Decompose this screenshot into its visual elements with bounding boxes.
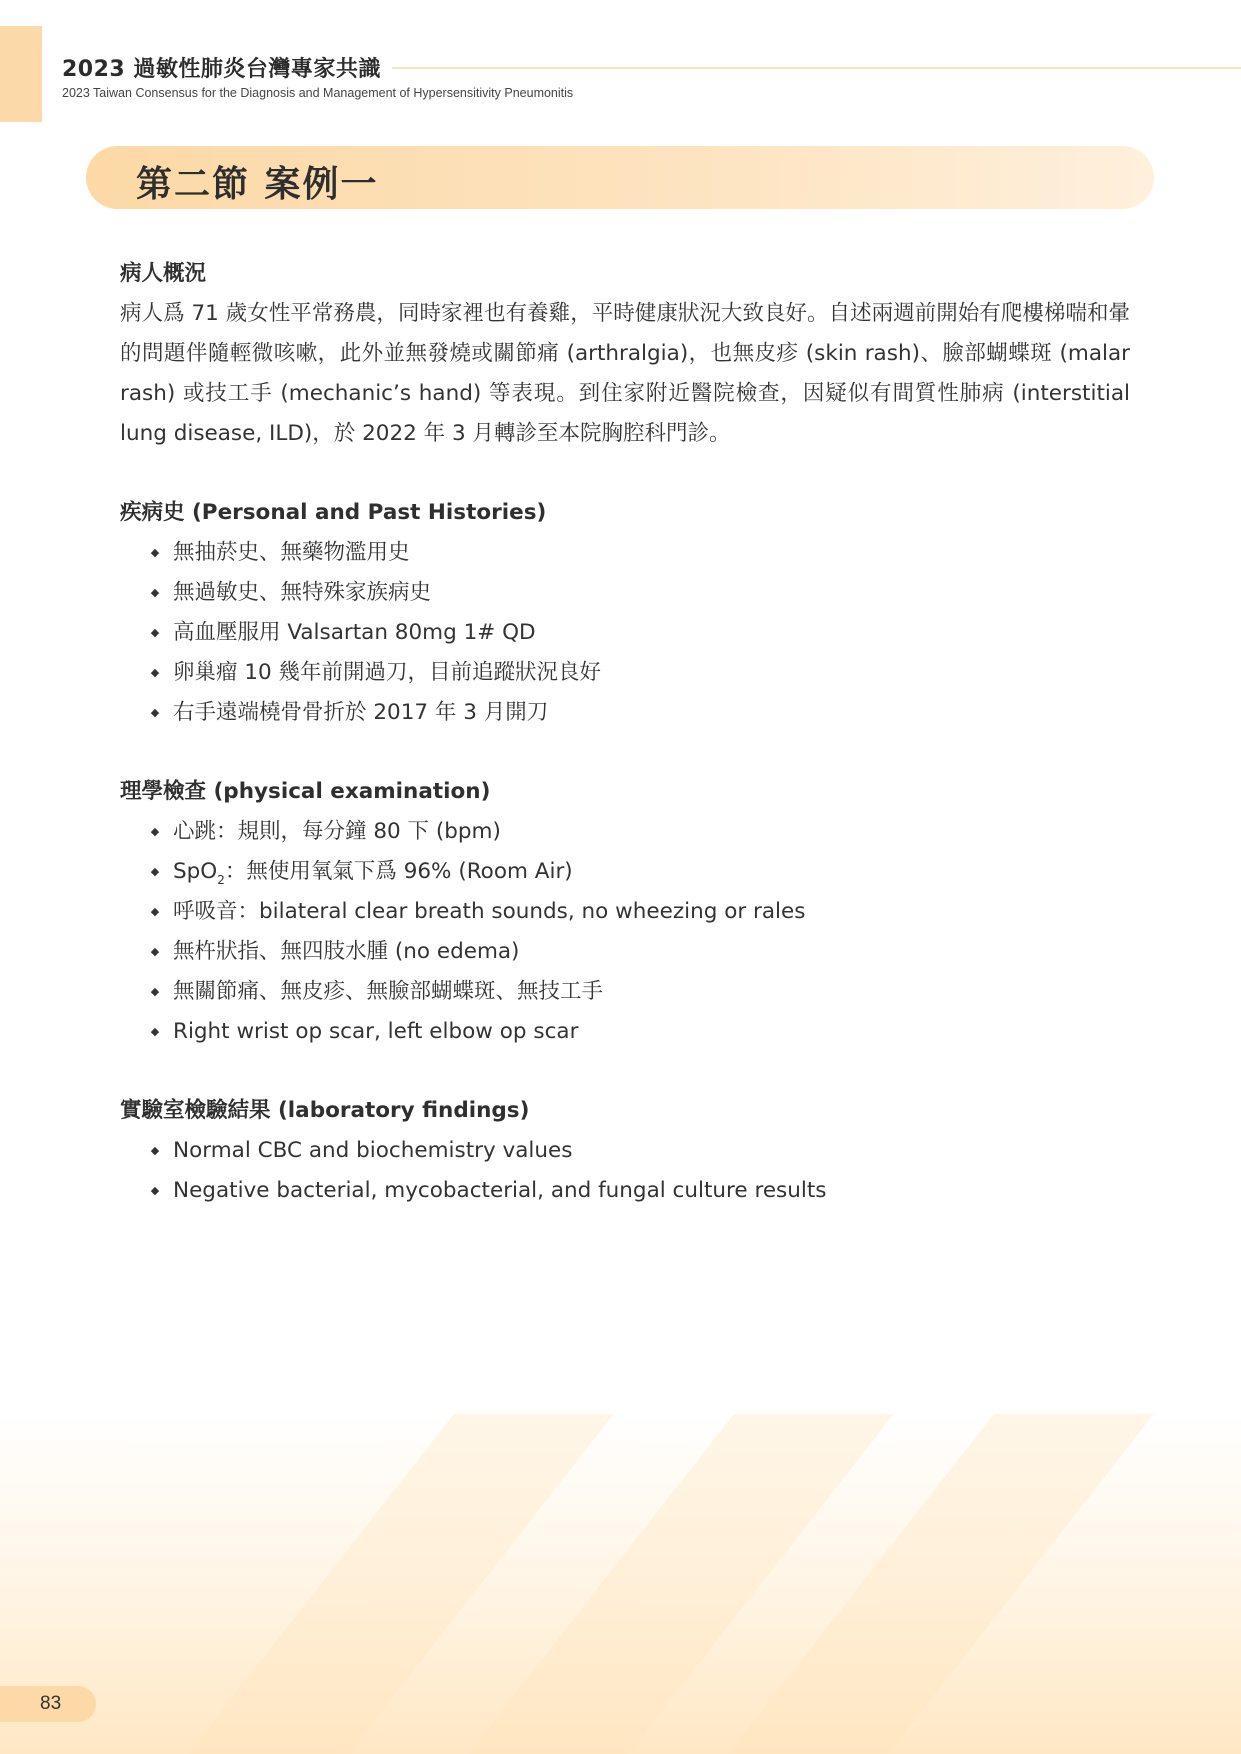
bullet-diamond-icon: ◆	[150, 666, 160, 679]
list-item-text: 高血壓服用 Valsartan 80mg 1# QD	[173, 620, 536, 645]
list-item	[120, 1012, 1130, 1052]
list-item-text: 無過敏史、無特殊家族病史	[173, 580, 432, 605]
history-list	[120, 533, 1130, 733]
list-item	[120, 892, 1130, 932]
list-item-text: 無杵狀指、無四肢水腫 (no edema)	[173, 939, 520, 964]
header-divider-line	[392, 67, 1241, 69]
bullet-diamond-icon: ◆	[150, 1144, 160, 1157]
list-item-text: 呼吸音：bilateral clear breath sounds, no wheezing or rales	[173, 899, 806, 924]
running-header-subtitle: 2023 Taiwan Consensus for the Diagnosis and Management of Hypersensitivity Pneumonitis	[62, 86, 574, 100]
list-item	[120, 613, 1130, 653]
list-item-text: 卵巢瘤 10 幾年前開過刀，目前追蹤狀況良好	[173, 660, 602, 685]
list-item	[120, 812, 1130, 852]
bullet-diamond-icon: ◆	[150, 1025, 160, 1038]
list-item-text: 右手遠端橈骨骨折於 2017 年 3 月開刀	[173, 700, 549, 725]
list-item	[120, 693, 1130, 733]
list-item	[120, 653, 1130, 693]
list-item	[120, 932, 1130, 972]
spo2-text: ：無使用氧氣下爲 96% (Room Air)	[224, 859, 573, 884]
list-item-text: 心跳：規則，每分鐘 80 下 (bpm)	[173, 819, 501, 844]
list-item-text: Right wrist op scar, left elbow op scar	[173, 1019, 579, 1044]
overview-paragraph: 病人爲 71 歲女性平常務農，同時家裡也有養雞，平時健康狀況大致良好。自述兩週前開始有爬樓梯喘和暈的問題伴隨輕微咳嗽，此外並無發燒或關節痛 (arthralgia)，也無皮疹 (skin rash)、臉部蝴蝶斑 (malar rash) 或技工手 (mechanic’s hand) 等表現。到住家附近醫院檢查，因疑似有間質性肺病 (interstitial lung disease, ILD)，於 2022 年 3 月轉診至本院胸腔科門診。	[120, 301, 1130, 446]
section-title-banner	[86, 146, 1154, 209]
lab-findings-list	[120, 1131, 1130, 1211]
overview-section	[120, 254, 1130, 454]
bullet-diamond-icon: ◆	[150, 1184, 160, 1197]
page-number-tab	[0, 1686, 96, 1722]
spo2-label: SpO	[173, 859, 218, 884]
section-title: 第二節 案例一	[136, 164, 379, 205]
list-item	[120, 1131, 1130, 1171]
page-content	[120, 254, 1130, 1250]
list-item	[120, 852, 1130, 892]
bullet-diamond-icon: ◆	[150, 546, 160, 559]
spo2-subscript: 2	[217, 873, 225, 887]
physical-exam-list	[120, 812, 1130, 1052]
bullet-diamond-icon: ◆	[150, 985, 160, 998]
list-item-text: Negative bacterial, mycobacterial, and fungal culture results	[173, 1178, 827, 1203]
physical-exam-section	[120, 772, 1130, 1052]
page-number: 83	[40, 1693, 62, 1714]
bullet-diamond-icon: ◆	[150, 865, 160, 878]
bottom-decorative-background	[0, 1414, 1241, 1754]
list-item	[120, 573, 1130, 613]
history-section	[120, 493, 1130, 733]
history-heading: 疾病史 (Personal and Past Histories)	[120, 500, 547, 525]
bullet-diamond-icon: ◆	[150, 626, 160, 639]
bullet-diamond-icon: ◆	[150, 706, 160, 719]
list-item	[120, 972, 1130, 1012]
list-item-text: Normal CBC and biochemistry values	[173, 1138, 573, 1163]
list-item-text: 無關節痛、無皮疹、無臉部蝴蝶斑、無技工手	[173, 979, 604, 1004]
bullet-diamond-icon: ◆	[150, 945, 160, 958]
running-header-title: 2023 過敏性肺炎台灣專家共識	[62, 57, 381, 82]
overview-heading: 病人概況	[120, 261, 207, 286]
list-item-text: 無抽菸史、無藥物濫用史	[173, 540, 410, 565]
bullet-diamond-icon: ◆	[150, 825, 160, 838]
bullet-diamond-icon: ◆	[150, 905, 160, 918]
list-item	[120, 533, 1130, 573]
lab-findings-heading: 實驗室檢驗結果 (laboratory findings)	[120, 1098, 530, 1123]
list-item	[120, 1171, 1130, 1211]
header-corner-tab	[0, 26, 42, 122]
lab-findings-section	[120, 1091, 1130, 1211]
bullet-diamond-icon: ◆	[150, 586, 160, 599]
physical-exam-heading: 理學檢查 (physical examination)	[120, 779, 491, 804]
